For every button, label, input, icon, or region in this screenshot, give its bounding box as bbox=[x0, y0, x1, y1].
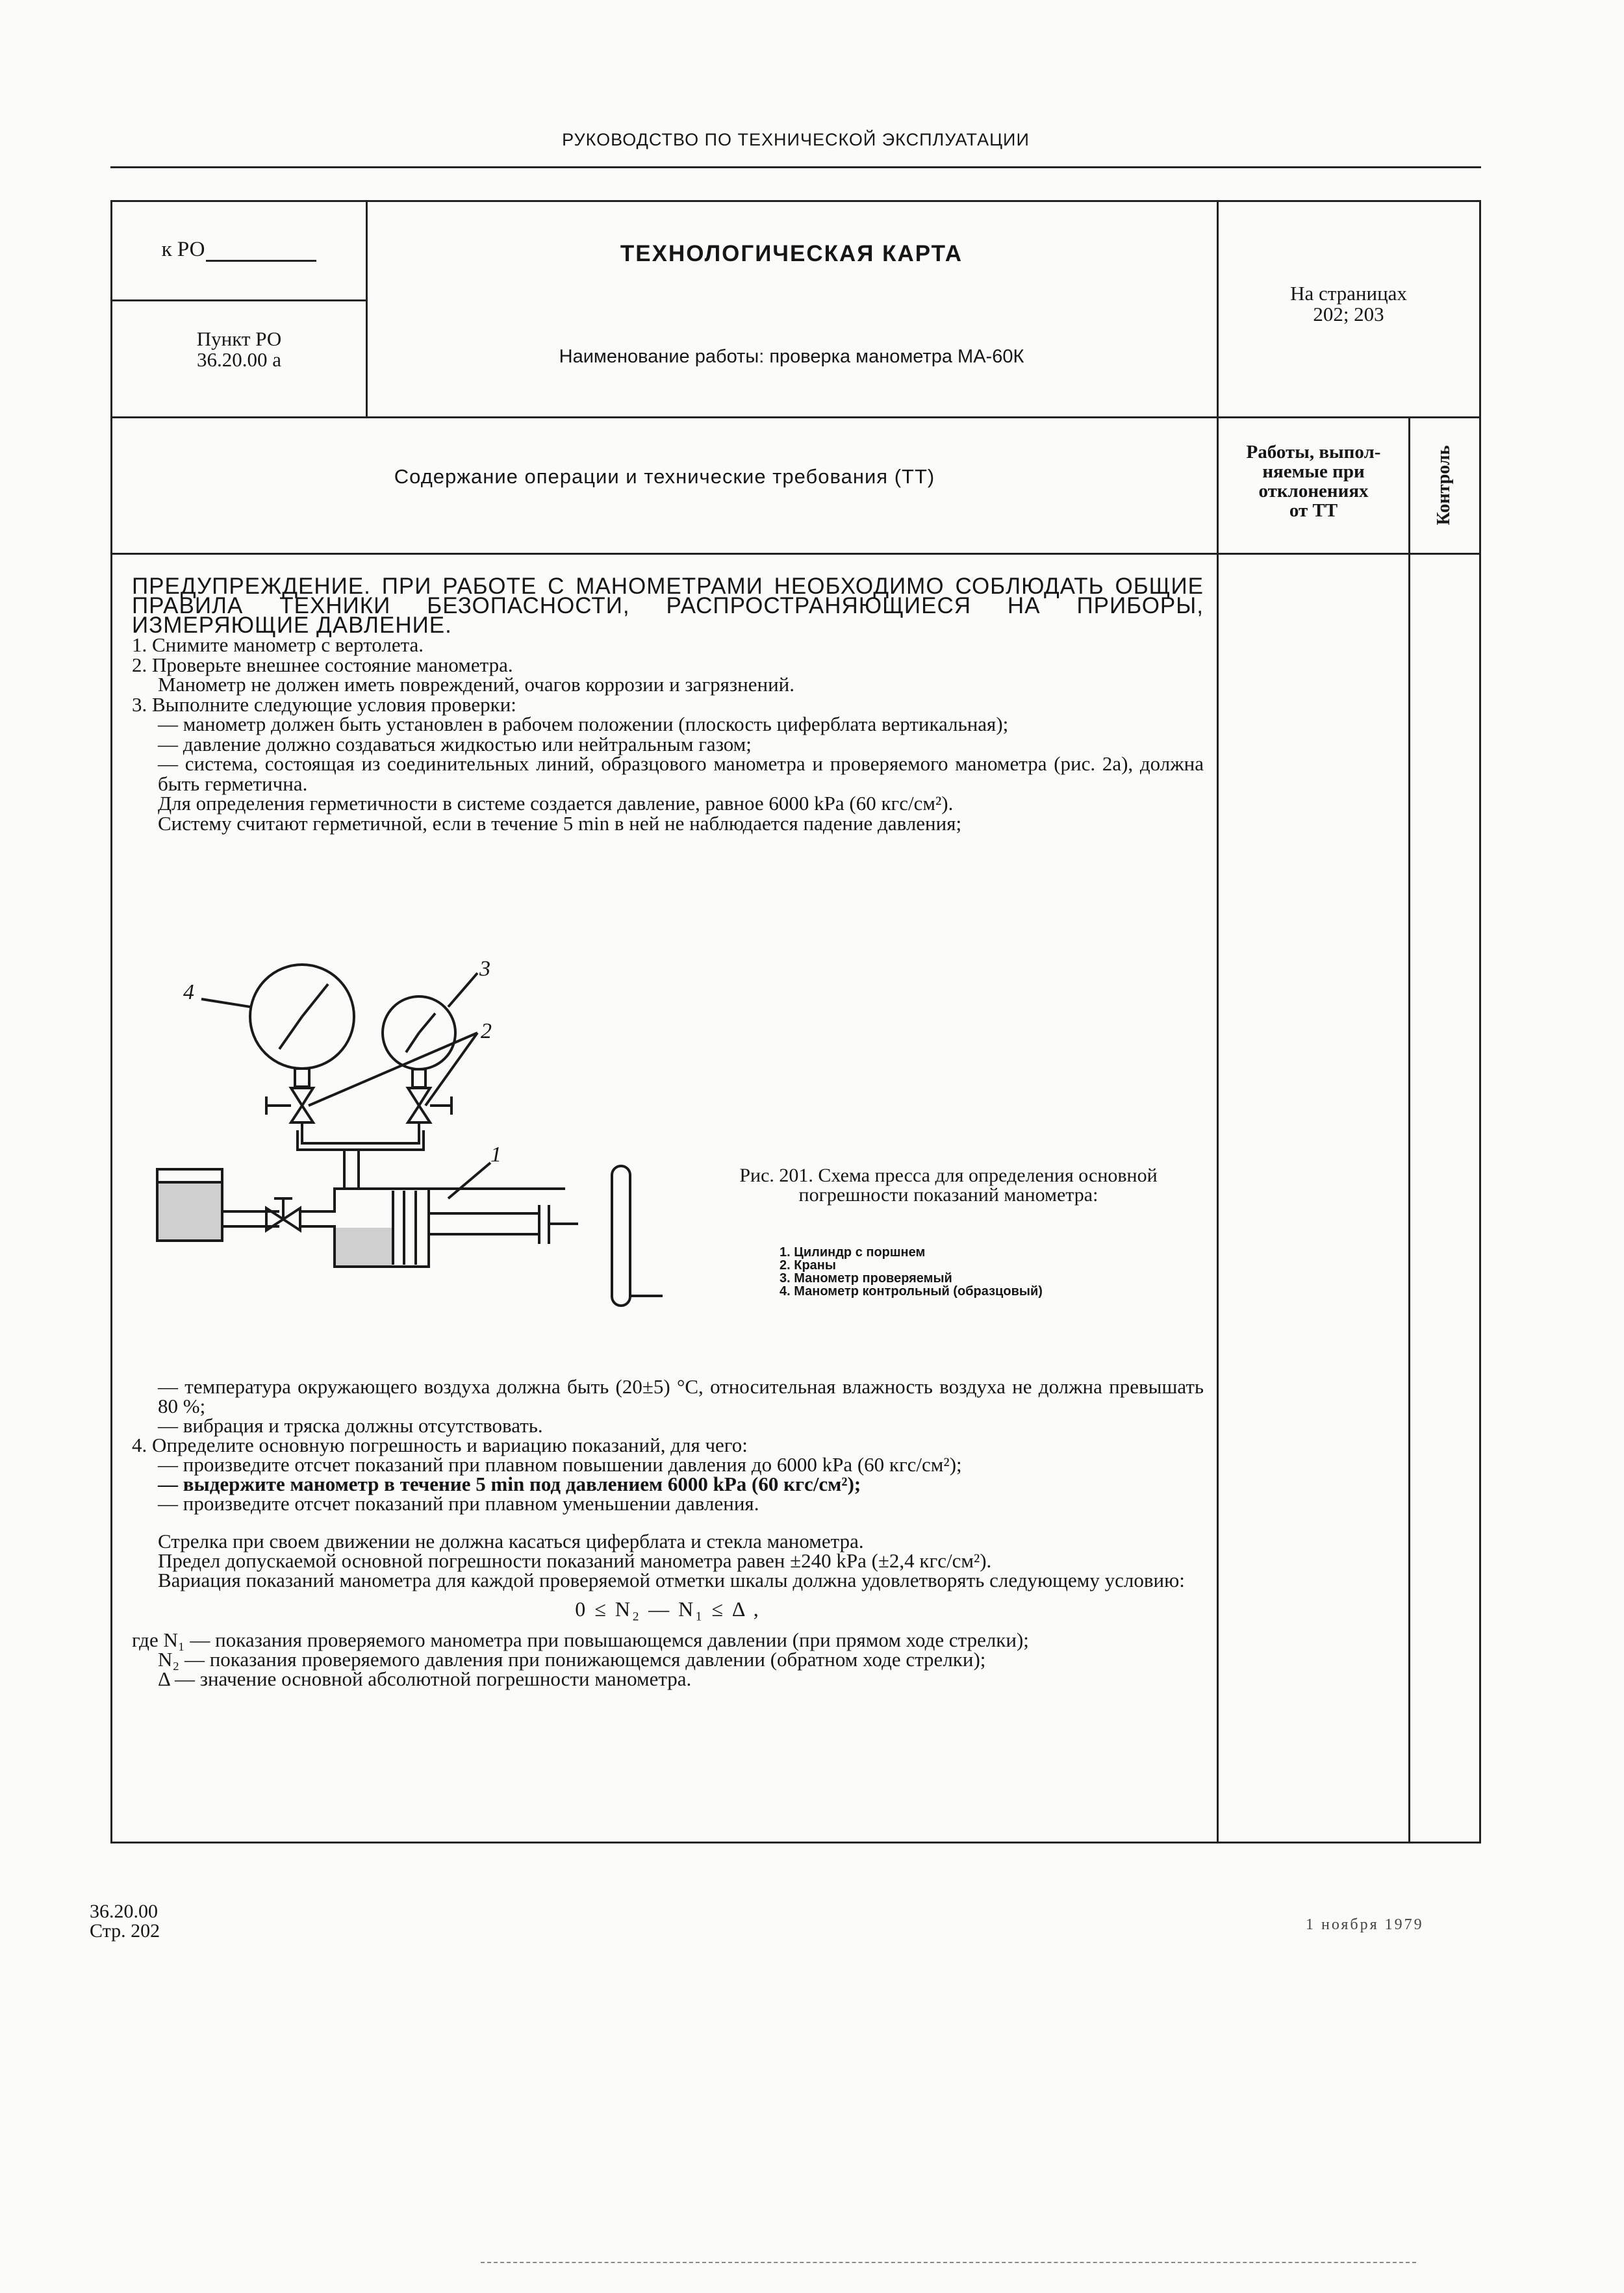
connecting-lines bbox=[298, 1122, 424, 1189]
formula-legend: Δ — значение основной абсолютной погрешности манометра. bbox=[158, 1667, 692, 1690]
column-header-deviations bbox=[1219, 442, 1408, 520]
callout-4: 4 bbox=[183, 980, 194, 1004]
step-4-item: — произведите отсчет показаний при плавном повышении давления до 6000 kPa (60 кгс/см²); bbox=[158, 1453, 962, 1476]
work-name: Наименование работы: проверка манометра МА-60К bbox=[559, 346, 1024, 367]
section-code: 36.20.00 bbox=[90, 1901, 158, 1922]
ro-label: к РО bbox=[161, 238, 205, 261]
note: Предел допускаемой основной погрешности показаний манометра равен ±240 kPa (±2,4 кгс/см²). bbox=[158, 1549, 992, 1572]
safety-warning: ПРЕДУПРЕЖДЕНИЕ. ПРИ РАБОТЕ С МАНОМЕТРАМИ НЕОБХОДИМО СОБЛЮДАТЬ ОБЩИЕ ПРАВИЛА ТЕХНИКИ БЕЗОПАСНОСТИ, РАСПРОСТРАНЯЮЩИЕСЯ НА ПРИБОРЫ, ИЗМЕРЯЮЩИЕ ДАВЛЕНИЕ. bbox=[132, 574, 1204, 638]
step-3-item: Систему считают герметичной, если в течение 5 min в ней не наблюдается падение давления; bbox=[158, 811, 962, 835]
divider bbox=[112, 553, 1479, 555]
note: Вариация показаний манометра для каждой проверяемой отметки шкалы должна удовлетворять следующему условию: bbox=[158, 1569, 1185, 1591]
deviations-line: отклонениях bbox=[1258, 481, 1369, 501]
legend-item: 3. Манометр проверяемый bbox=[780, 1271, 952, 1286]
bottom-rule bbox=[481, 2262, 1416, 2263]
deviations-line: Работы, выпол- bbox=[1246, 442, 1381, 462]
legend-item: 4. Манометр контрольный (образцовый) bbox=[780, 1284, 1043, 1299]
formula-legend: N₂ — показания проверяемого давления при понижающемся давлении (обратном ходе стрелки); bbox=[158, 1648, 986, 1671]
punkt-value: 36.20.00 а bbox=[196, 348, 281, 371]
card-title: ТЕХНОЛОГИЧЕСКАЯ КАРТА bbox=[620, 241, 963, 266]
step-2: 2. Проверьте внешнее состояние манометра. bbox=[132, 653, 513, 676]
footer-date: 1 ноября 1979 bbox=[1306, 1916, 1424, 1933]
punkt-cell bbox=[112, 329, 366, 370]
callout-3: 3 bbox=[479, 957, 490, 981]
footer-left bbox=[90, 1902, 160, 1941]
header-rule bbox=[110, 166, 1481, 168]
deviations-line: от ТТ bbox=[1289, 500, 1338, 521]
operation-content-upper bbox=[132, 574, 1204, 835]
tested-gauge bbox=[383, 996, 455, 1087]
legend-item: 2. Краны bbox=[780, 1258, 836, 1273]
step-1: 1. Снимите манометр с вертолета. bbox=[132, 633, 424, 656]
divider bbox=[112, 416, 1479, 418]
column-header-content: Содержание операции и технические требования (ТТ) bbox=[394, 465, 935, 488]
step-4: 4. Определите основную погрешность и вариацию показаний, для чего: bbox=[132, 1434, 748, 1456]
legend-item: 1. Цилиндр с поршнем bbox=[780, 1245, 926, 1260]
punkt-label: Пункт РО bbox=[196, 327, 282, 350]
pages-label: На страницах bbox=[1290, 282, 1407, 305]
ro-reference bbox=[112, 238, 366, 262]
note: Стрелка при своем движении не должна касаться циферблата и стекла манометра. bbox=[158, 1530, 864, 1552]
step-3-item: — температура окружающего воздуха должна быть (20±5) °С, относительная влажность воздуха не должна превышать 80 %; bbox=[158, 1375, 1204, 1417]
divider bbox=[112, 299, 366, 301]
step-3: 3. Выполните следующие условия проверки: bbox=[132, 692, 516, 716]
callout-2: 2 bbox=[481, 1019, 492, 1043]
step-3-item: — давление должно создаваться жидкостью или нейтральным газом; bbox=[158, 732, 752, 755]
press-scheme-figure bbox=[149, 955, 682, 1332]
step-2-note: Манометр не должен иметь повреждений, очагов коррозии и загрязнений. bbox=[158, 673, 794, 696]
step-3-item: Для определения герметичности в системе создается давление, равное 6000 kPa (60 кгс/см²). bbox=[158, 792, 954, 815]
figure-legend bbox=[780, 1246, 1169, 1298]
column-header-control: Контроль bbox=[1434, 445, 1454, 526]
pages-cell bbox=[1219, 283, 1478, 325]
variation-formula: 0 ≤ N₂ — N₁ ≤ Δ , bbox=[575, 1597, 761, 1621]
page-header: РУКОВОДСТВО ПО ТЕХНИЧЕСКОЙ ЭКСПЛУАТАЦИИ bbox=[562, 130, 1030, 149]
control-gauge bbox=[250, 965, 354, 1087]
figure-caption: Рис. 201. Схема пресса для определения основной погрешности показаний манометра: bbox=[739, 1165, 1158, 1206]
formula-legend: где N₁ — показания проверяемого манометра при повышающемся давлении (при прямом ходе стрелки); bbox=[132, 1628, 1029, 1651]
step-3-item: — система, состоящая из соединительных линий, образцового манометра и проверяемого манометра (рис. 2а), должна быть герметична. bbox=[158, 752, 1204, 795]
divider bbox=[366, 202, 368, 416]
step-4-item: — выдержите манометр в течение 5 min под давлением 6000 kPa (60 кгс/см²); bbox=[158, 1473, 861, 1495]
step-4-item: — произведите отсчет показаний при плавном уменьшении давления. bbox=[158, 1492, 759, 1515]
step-3-item: — вибрация и тряска должны отсутствовать. bbox=[158, 1414, 543, 1437]
step-3-item: — манометр должен быть установлен в рабочем положении (плоскость циферблата вертикальная); bbox=[158, 713, 1009, 735]
callout-1: 1 bbox=[490, 1143, 501, 1167]
deviations-line: няемые при bbox=[1262, 461, 1365, 482]
page-number: Стр. 202 bbox=[90, 1920, 160, 1942]
bottom-valve bbox=[266, 1198, 300, 1230]
pages-value: 202; 203 bbox=[1313, 303, 1384, 325]
divider bbox=[1408, 416, 1410, 1842]
operation-content-lower bbox=[132, 1377, 1204, 1689]
valves bbox=[266, 1088, 451, 1122]
